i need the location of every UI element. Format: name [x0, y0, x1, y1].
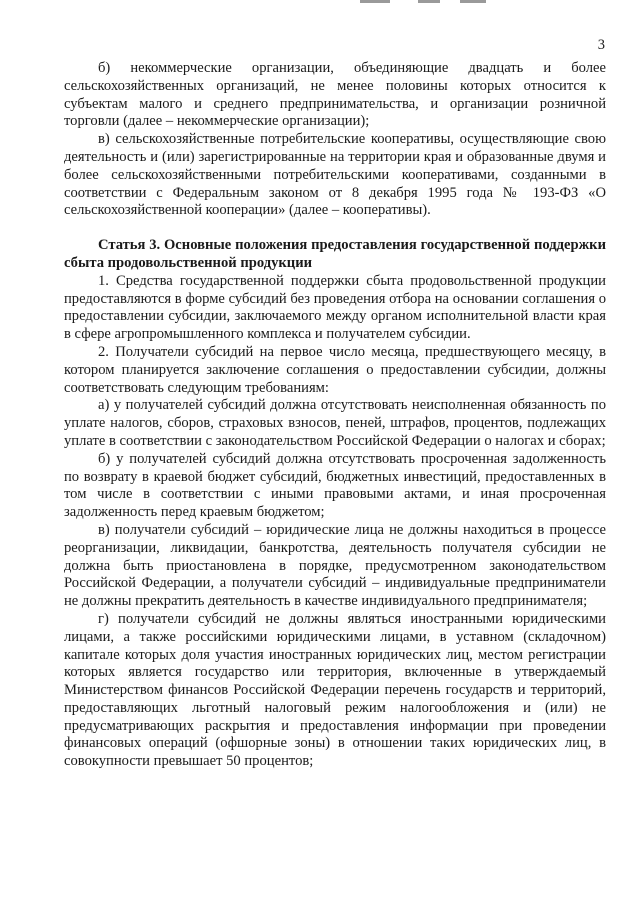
paragraph-2-requirements: 2. Получатели субсидий на первое число месяца, предшествующего месяцу, в котором планируется заключение соглашения о предоставлении субсидии, должны соответствовать следующим требованиям:: [64, 343, 606, 396]
paragraph-1-subsidy-form: 1. Средства государственной поддержки сбыта продовольственной продукции предоставляются в форме субсидий без проведения отбора на основании соглашения о предоставлении субсидии, заключаемого между органом исполнительной власти края в сфере агропромышленного комплекса и получателем субсидии.: [64, 272, 606, 343]
paragraph-v-no-reorganization: в) получатели субсидий – юридические лица не должны находиться в процессе реорганизации, ликвидации, банкротства, деятельность получателя субсидии не должна быть приостановлена в порядке, предусмотренном законодательством Российской Федерации, а получатели субсидий – индивидуальные предприниматели не должны прекратить деятельность в качестве индивидуального предпринимателя;: [64, 521, 606, 610]
paragraph-a-no-tax-debt: а) у получателей субсидий должна отсутствовать неисполненная обязанность по уплате налогов, сборов, страховых взносов, пеней, штрафов, процентов, подлежащих уплате в соответствии с законодательством Российской Федерации о налогах и сборах;: [64, 397, 606, 449]
paragraph-b-noncommercial: б) некоммерческие организации, объединяющие двадцать и более сельскохозяйственных организаций, не менее половины которых относится к субъектам малого и среднего предпринимательства, и организации розничной торговли (далее – некоммерческие организации);: [64, 60, 606, 130]
document-body: [64, 60, 606, 771]
paragraph-v-cooperatives: в) сельскохозяйственные потребительские кооперативы, осуществляющие свою деятельность и (или) зарегистрированные на территории края и образованные двумя и более сельскохозяйственными потребительскими кооперативами, созданными в соответствии с Федеральным законом от 8 декабря 1995 года № 193-ФЗ «О сельскохозяйственной кооперации» (далее – кооперативы).: [64, 131, 606, 219]
paragraph-g-no-foreign-entities: г) получатели субсидий не должны являться иностранными юридическими лицами, а также российскими юридическими лицами, в уставном (складочном) капитале которых доля участия иностранных юридических лиц, местом регистрации которых является государство или территория, включенные в утверждаемый Министерством финансов Российской Федерации перечень государств и территорий, предоставляющих льготный налоговый режим налогообложения и (или) не предусматривающих раскрытия и предоставления информации при проведении финансовых операций (офшорные зоны) в отношении таких юридических лиц, в совокупности превышает 50 процентов;: [64, 610, 606, 770]
paragraph-b-no-overdue-debt: б) у получателей субсидий должна отсутствовать просроченная задолженность по возврату в краевой бюджет субсидий, бюджетных инвестиций, предоставленных в том числе в соответствии с иными правовыми актами, и иная просроченная задолженность перед краевым бюджетом;: [64, 450, 606, 521]
page-number: 3: [597, 37, 605, 53]
scan-artifact-marks: [360, 0, 500, 6]
article-3-heading: Статья 3. Основные положения предоставления государственной поддержки сбыта продовольственной продукции: [64, 237, 606, 271]
